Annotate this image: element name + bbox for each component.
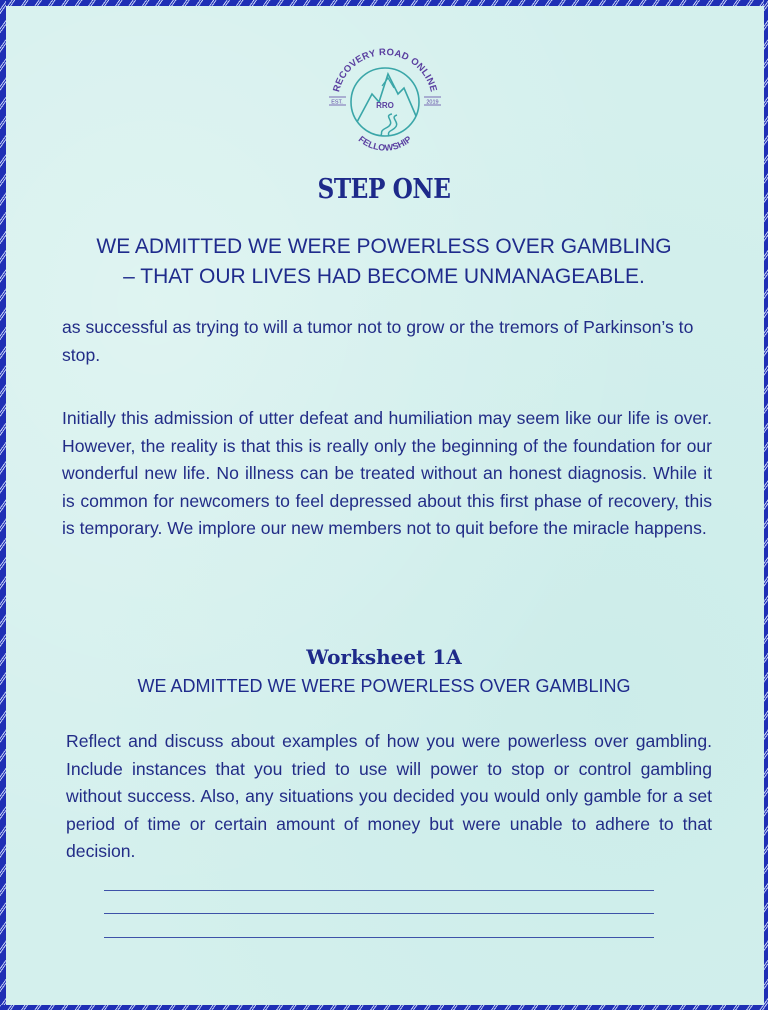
- answer-line-1[interactable]: [104, 890, 654, 891]
- worksheet-title: Worksheet 1A: [306, 645, 462, 669]
- answer-line-2[interactable]: [104, 913, 654, 914]
- decorative-border-bottom: [0, 1005, 768, 1010]
- answer-line-3[interactable]: [104, 937, 654, 938]
- rro-logo: [324, 44, 446, 156]
- svg-text:EST.: EST.: [331, 99, 343, 106]
- svg-text:RECOVERY ROAD ONLINE: RECOVERY ROAD ONLINE: [331, 46, 439, 94]
- step-statement: [60, 232, 708, 292]
- step-statement-line-1: WE ADMITTED WE WERE POWERLESS OVER GAMBLING: [96, 235, 672, 258]
- mountain-road-icon: [324, 44, 446, 156]
- svg-text:RRO: RRO: [376, 101, 394, 110]
- worksheet-prompt: Reflect and discuss about examples of how you were powerless over gambling. Include instances that you tried to use will power to stop or control gambling without success. Also, any situations you decided you would only gamble for a set period of time or certain amount of money but were unable to adhere to that decision.: [66, 731, 712, 861]
- svg-text:2019: 2019: [426, 99, 439, 106]
- step-statement-line-2: – THAT OUR LIVES HAD BECOME UNMANAGEABLE.: [123, 265, 645, 288]
- decorative-border-top: [0, 0, 768, 6]
- decorative-border-right: [764, 0, 768, 1010]
- decorative-border-left: [0, 0, 6, 1010]
- worksheet-subtitle: WE ADMITTED WE WERE POWERLESS OVER GAMBLING: [137, 676, 631, 696]
- body-paragraph-2: Initially this admission of utter defeat and humiliation may seem like our life is over. However, the reality is that this is really only the beginning of the foundation for our wonderful new life. No illness can be treated without an honest diagnosis. While it is common for newcomers to feel depressed about this first phase of recovery, this is temporary. We implore our new members not to quit before the miracle happens.: [62, 408, 712, 538]
- page-title: STEP ONE: [317, 174, 451, 205]
- svg-text:FELLOWSHIP: FELLOWSHIP: [356, 133, 414, 153]
- body-paragraph-1: as successful as trying to will a tumor not to grow or the tremors of Parkinson’s to stop.: [62, 317, 694, 365]
